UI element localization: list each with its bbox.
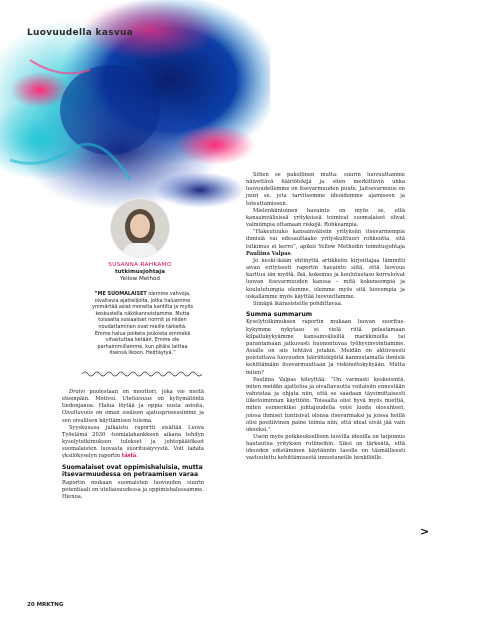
report-link[interactable]: tästä bbox=[121, 453, 137, 460]
text-span: on kyltymätöntä tiedonjanoa. Halua löytää ja oppia uusia asioita. bbox=[62, 396, 204, 410]
term-uteliaisuus: Uteliaisuus bbox=[122, 396, 152, 403]
next-page-arrow-icon[interactable]: > bbox=[420, 525, 430, 538]
text-span: on oman sisäisen ajatusprosessimme ja sen oivallisen käyttämisen tulema. bbox=[62, 410, 204, 424]
text-span: . bbox=[136, 453, 138, 460]
right-paragraph-4: Jo keski-ikään ehtinyttä artikkelin kirjoittajaa lämmitti aivan erityisesti raportin havainto siitä, että luovuus karttuu iän myötä. Ikä, kokemus ja koulutustaso korreloivat luovan itsevarmuuden kanssa – mitä kokeneempia ja koulutetumpia olemme, olemme myös sitä luovempia ja uskallamme myös käyttää luovuuttamme. bbox=[246, 257, 405, 300]
profile-role: tutkimusjohtaja bbox=[115, 269, 165, 276]
term-oivaltavuus: Oivaltavuus bbox=[62, 410, 94, 417]
section-label: Luovuudella kasvua bbox=[27, 28, 134, 38]
profile-name: SUSANNA RAHKAMO bbox=[108, 262, 172, 268]
text-span: ”Hakeutuuko kansainvälisiin yrityksiin itsevarmempia ihmisiä vai edesauttaako yrityskulttuuri rohkeutta, sitä tutkimus ei kerro”, apikoi Yellow Methodin toimitusjohtaja bbox=[246, 229, 405, 250]
text-span: Syyskuussa julkaistu raportti sisältää Luova Työelämä 2030 -toimialahankkeen aikana tehdyn kyselytutkimuksen tulokset ja johtopäätökset suomalaisten luovasta suorituskyvystä. Voit ladata yksilökyselyn raportin bbox=[62, 424, 204, 460]
right-paragraph-3 bbox=[246, 229, 405, 258]
right-subheading: Summa summarum bbox=[246, 310, 313, 318]
right-paragraph-1: Sitten se pakollinen mutta: suurin luovuuttamme näivettävä häiriötekijä ja siten merkittävin uhka luovuudellemme on itsevarmuuden puute. Jaitsevarmuus on juuri se, jota tarvitsemme ideoidemme ajamiseen ja toteuttamiseen. bbox=[246, 172, 405, 207]
right-paragraph-5: Siinäpä ikärasisteille pohdittavaa. bbox=[253, 300, 343, 307]
text-span: puolestaan on moottori, joka vie meitä eteenpäin. Motivoi. bbox=[62, 389, 204, 403]
text-span: . bbox=[290, 250, 293, 257]
wave-divider bbox=[82, 370, 202, 378]
profile-org: Yellow Method bbox=[120, 276, 160, 283]
pull-quote bbox=[90, 291, 195, 357]
profile-caption bbox=[95, 262, 185, 284]
right-paragraph-2: Mielenkiintoinen havainto on myös se, että kansainvälisissä yrityksissä toimivat suomalaiset olivat valmiimpia ottamaan riskejä. Rohkeampia. bbox=[246, 207, 405, 229]
left-column bbox=[62, 389, 204, 501]
right-column bbox=[246, 172, 405, 463]
left-subheading: Suomalaiset ovat oppimishaluisia, mutta itsevarmuudessa on petraamisen varaa bbox=[62, 463, 203, 479]
left-paragraph-1 bbox=[62, 389, 204, 425]
right-paragraph-8: Usein myös poikkeuksellisen luovilla ideoilla on taipumus hautautua yrityksen rutiineihin. Siksi on tärkeätä, että ideoiden edistäminen käytännön tasolle on täsmällisesti vastuutettu kehittämisestä innostuneille henkilöille. bbox=[246, 433, 405, 462]
page-footer: 20 MRKTNG bbox=[27, 602, 64, 608]
left-paragraph-2 bbox=[62, 425, 204, 461]
person-name: Pauliina Valpas bbox=[246, 250, 291, 257]
author-portrait bbox=[110, 198, 170, 258]
term-draivi: Draivi bbox=[69, 389, 85, 395]
left-paragraph-3: Raportin mukaan suomaisten luovuuden suurin potentiaali on uteliaisuudessa ja oppimishalussamme. Hienoa. bbox=[62, 479, 204, 500]
quote-text: olemme vahvoja, oivaltavia ajattelijoita, jotka haluamme ymmärtää asiat monelta kantilta ja myös keskustella näkökannoistamme. Mutta toisaalta sosiaaliset normit ja niiden noudattaminen ovat meille tärkeitä. Emme halua poiketa joukosta emmekä vihastuttaa ketään. Emme ole parhaimmillamme, kun pitäisi laittaa itsensä likoon. Heittäytyä.” bbox=[91, 291, 194, 357]
quote-lead: ”ME SUOMALAISET bbox=[94, 291, 147, 297]
right-paragraph-6: Kyselytutkimuksen raportin mukaan luovan suorituskykymme nykytaso ei vielä riitä pelastamaan kilpailukykyämme kansainvälisillä markkinoilla tai parantamaan jatkuvasti huonontuvaa työhyvinvointiamme. Asialle on siis tehtävä jotakin. Meidän on aktiivisesti poistettava luovuuden häiriötekijöitä kannustamalla ihmisiä kehittämään itsevarmuuttaan ja riskinottokykyään. Mutta miten? bbox=[246, 319, 405, 376]
right-paragraph-7: Pauliina Valpas kiteyttää: ”On varmasti keskeisintä, miten meidän ajattelua ja oivaltavuutta voitaisiin ennestään vahvistaa ja ohjata niin, että se saadaan täysimittaisesti liiketoiminnan käyttöön. Toisaalta olisi hyvä myös miettiä, miten esimerkiksi johtajuudella voisi luoda olosuhteet, joissa ihmiset tuntisivat olonsa itsevarmaksi ja joissa heillä olisi positiivinen paine toimia niin, että ideat eivät jää vain ideoiksi.” bbox=[246, 376, 405, 433]
